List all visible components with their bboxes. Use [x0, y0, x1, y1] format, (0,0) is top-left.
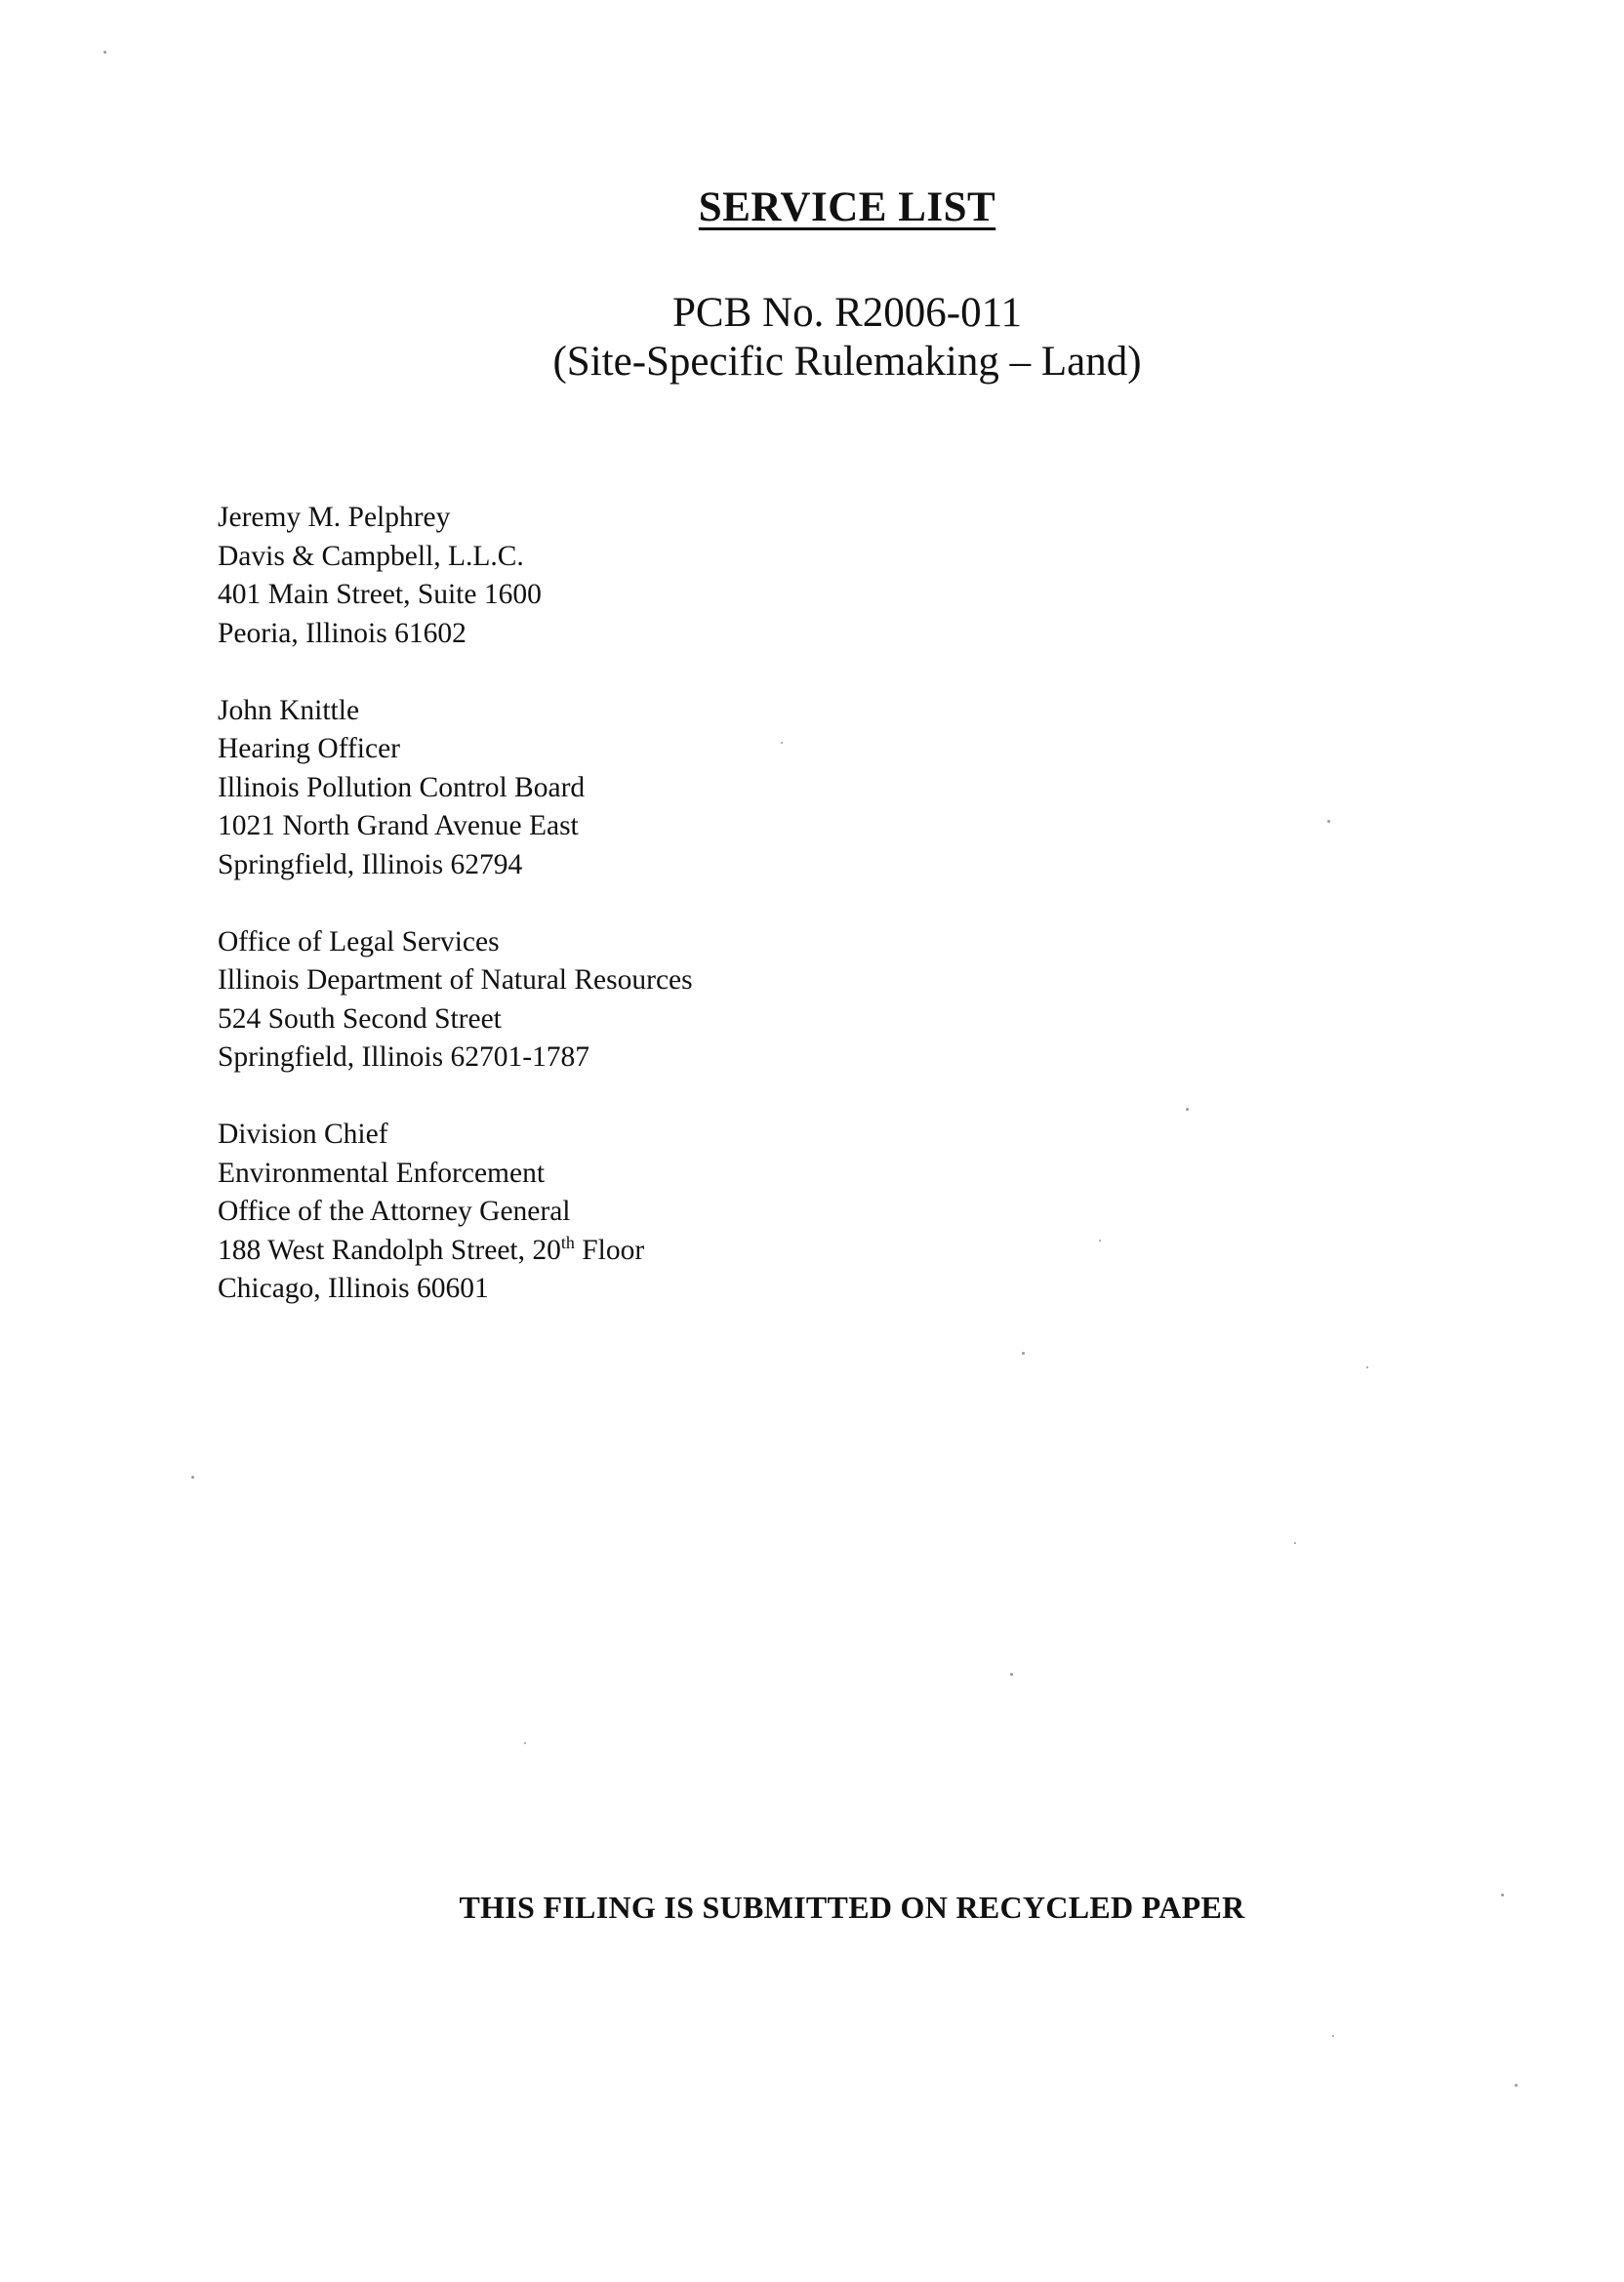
street-prefix: 188 West Randolph Street, 20	[218, 1234, 561, 1266]
recipient-city: Peoria, Illinois 61602	[218, 617, 467, 649]
recipient-name: John Knittle	[218, 694, 360, 726]
scan-speck	[524, 1742, 526, 1744]
recipient-organization: Office of the Attorney General	[218, 1196, 571, 1227]
scan-speck	[1515, 2084, 1518, 2087]
scan-speck	[1010, 1673, 1013, 1676]
street-suffix: Floor	[574, 1234, 645, 1266]
recipient-list	[218, 499, 693, 1347]
scan-speck	[103, 51, 106, 54]
scan-speck	[1099, 1240, 1101, 1242]
scan-speck	[1327, 820, 1330, 823]
case-number: PCB No. R2006-011	[672, 290, 1022, 336]
scan-speck	[1501, 1894, 1504, 1896]
recipient-knittle	[218, 692, 693, 885]
recipient-legal-services	[218, 923, 693, 1078]
case-type: (Site-Specific Rulemaking – Land)	[552, 339, 1142, 385]
recipient-city: Springfield, Illinois 62701-1787	[218, 1041, 590, 1073]
recipient-organization: Illinois Department of Natural Resources	[218, 964, 693, 996]
recipient-city: Chicago, Illinois 60601	[218, 1273, 489, 1304]
recipient-attorney-general	[218, 1116, 693, 1309]
floor-ordinal: th	[560, 1232, 575, 1252]
recipient-city: Springfield, Illinois 62794	[218, 848, 523, 880]
recipient-organization: Davis & Campbell, L.L.C.	[218, 540, 524, 572]
recipient-pelphrey	[218, 499, 693, 653]
scan-speck	[1022, 1352, 1025, 1355]
scan-speck	[1294, 1542, 1296, 1544]
scan-speck	[191, 1476, 194, 1479]
scan-speck	[1332, 2035, 1334, 2037]
recipient-division: Environmental Enforcement	[218, 1157, 546, 1189]
scan-speck	[1186, 1108, 1189, 1111]
recipient-title: Hearing Officer	[218, 733, 401, 764]
scan-speck	[781, 742, 783, 744]
case-heading	[0, 289, 1624, 387]
recycled-paper-notice: THIS FILING IS SUBMITTED ON RECYCLED PAPER	[459, 1890, 1245, 1925]
recipient-street: 401 Main Street, Suite 1600	[218, 579, 542, 610]
page-title: SERVICE LIST	[698, 184, 996, 230]
scan-speck	[1366, 1366, 1368, 1368]
recipient-name: Office of Legal Services	[218, 925, 500, 958]
recipient-street	[218, 1232, 693, 1271]
recipient-name: Division Chief	[218, 1119, 388, 1150]
recipient-organization: Illinois Pollution Control Board	[218, 771, 586, 803]
recipient-street: 1021 North Grand Avenue East	[218, 810, 579, 841]
recipient-street: 524 South Second Street	[218, 1002, 502, 1035]
recipient-name: Jeremy M. Pelphrey	[218, 502, 451, 533]
